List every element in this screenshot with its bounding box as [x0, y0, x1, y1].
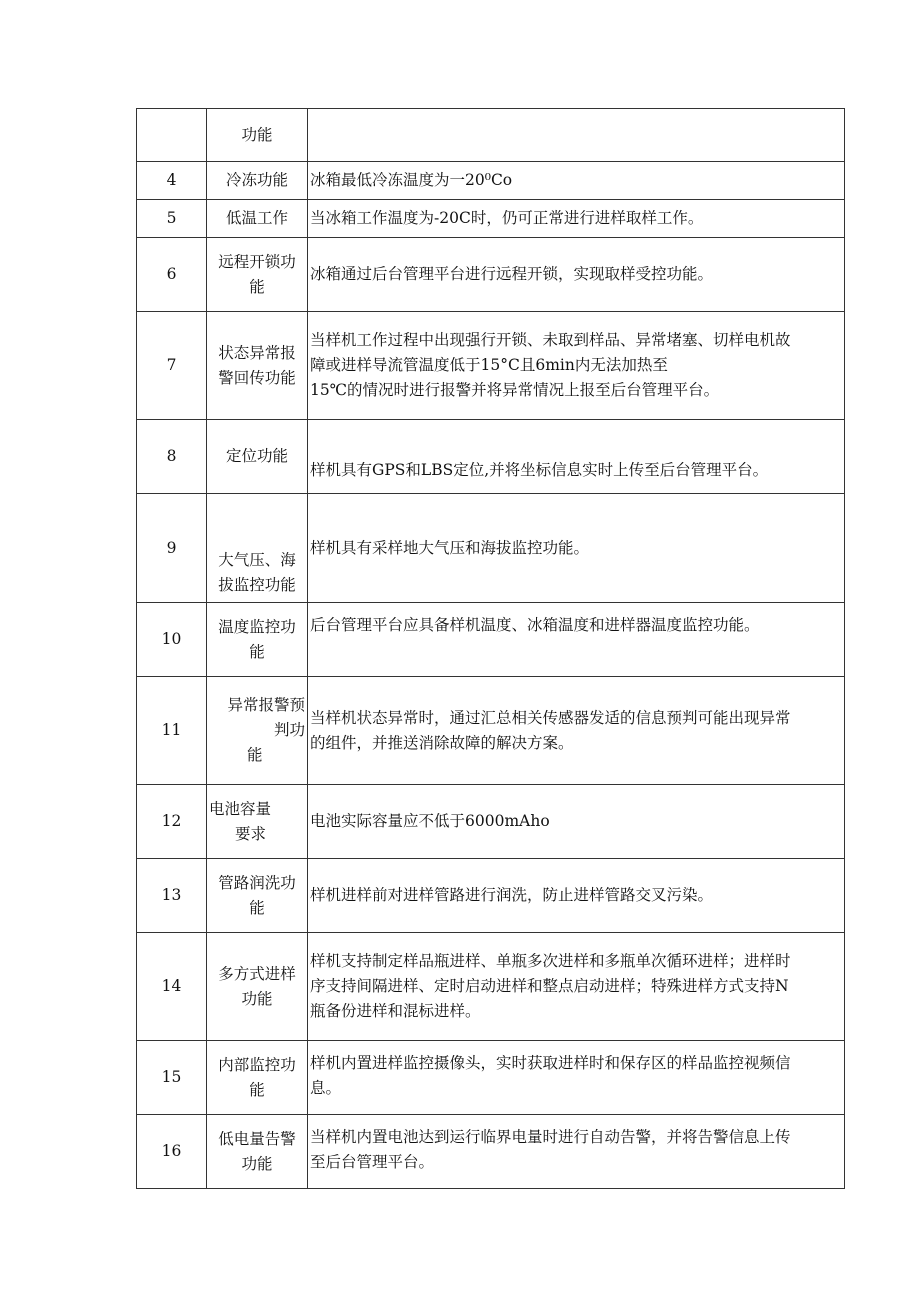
row-number: 13: [137, 859, 207, 933]
feature-description: 样机进样前对进样管路进行润洗，防止进样管路交叉污染。: [308, 859, 845, 933]
table-row: [137, 933, 845, 1041]
row-number: 16: [137, 1115, 207, 1189]
row-number: 14: [137, 933, 207, 1041]
feature-description: 样机内置进样监控摄像头，实时获取进样时和保存区的样品监控视频信 息。: [308, 1041, 845, 1115]
feature-description: 当冰箱工作温度为-20C时，仍可正常进行进样取样工作。: [308, 200, 845, 238]
table-row: [137, 109, 845, 162]
row-number: 4: [137, 162, 207, 200]
table-row: [137, 785, 845, 859]
table-row: [137, 238, 845, 312]
row-number: 11: [137, 677, 207, 785]
table-row: [137, 200, 845, 238]
feature-name: 远程开锁功 能: [207, 238, 308, 312]
table-row: [137, 1115, 845, 1189]
table-row: [137, 677, 845, 785]
row-number: 6: [137, 238, 207, 312]
feature-description: 后台管理平台应具备样机温度、冰箱温度和进样器温度监控功能。: [308, 603, 845, 677]
feature-description: 样机支持制定样品瓶进样、单瓶多次进样和多瓶单次循环进样；进样时 序支持间隔进样、定时启动进样和整点启动进样；特殊进样方式支持N 瓶备份进样和混标进样。: [308, 933, 845, 1041]
row-number: 10: [137, 603, 207, 677]
feature-name: 状态异常报 警回传功能: [207, 312, 308, 420]
feature-name: 冷冻功能: [207, 162, 308, 200]
feature-name: 内部监控功 能: [207, 1041, 308, 1115]
feature-name: 定位功能: [207, 420, 308, 494]
feature-name: 温度监控功 能: [207, 603, 308, 677]
feature-description: 当样机工作过程中出现强行开锁、未取到样品、异常堵塞、切样电机故 障或进样导流管温度低于15°C且6min内无法加热至 15℃的情况时进行报警并将异常情况上报至后台管理平台。: [308, 312, 845, 420]
row-number: [137, 109, 207, 162]
feature-name: 电池容量 要求: [207, 785, 308, 859]
table-row: [137, 312, 845, 420]
feature-description: 样机具有采样地大气压和海拔监控功能。: [308, 494, 845, 603]
feature-name: 大气压、海 拔监控功能: [207, 494, 308, 603]
row-number: 9: [137, 494, 207, 603]
feature-name: 功能: [207, 109, 308, 162]
table-row: [137, 859, 845, 933]
feature-description: 冰箱最低冷冻温度为一20⁰Co: [308, 162, 845, 200]
table-row: [137, 420, 845, 494]
feature-name: 管路润洗功 能: [207, 859, 308, 933]
row-number: 15: [137, 1041, 207, 1115]
row-number: 5: [137, 200, 207, 238]
row-number: 8: [137, 420, 207, 494]
table-row: [137, 1041, 845, 1115]
table-row: [137, 494, 845, 603]
row-number: 7: [137, 312, 207, 420]
feature-name: 异常报警预 判功 能: [207, 677, 308, 785]
table-row: [137, 162, 845, 200]
feature-description: 当样机内置电池达到运行临界电量时进行自动告警，并将告警信息上传 至后台管理平台。: [308, 1115, 845, 1189]
feature-name: 多方式进样 功能: [207, 933, 308, 1041]
spec-table: [136, 108, 845, 1189]
table-row: [137, 603, 845, 677]
row-number: 12: [137, 785, 207, 859]
feature-description: 样机具有GPS和LBS定位,并将坐标信息实时上传至后台管理平台。: [308, 420, 845, 494]
feature-name: 低电量告警 功能: [207, 1115, 308, 1189]
feature-description: [308, 109, 845, 162]
feature-description: 当样机状态异常时，通过汇总相关传感器发适的信息预判可能出现异常 的组件，并推送消除故障的解决方案。: [308, 677, 845, 785]
feature-description: 电池实际容量应不低于6000mAho: [308, 785, 845, 859]
feature-name: 低温工作: [207, 200, 308, 238]
feature-description: 冰箱通过后台管理平台进行远程开锁，实现取样受控功能。: [308, 238, 845, 312]
